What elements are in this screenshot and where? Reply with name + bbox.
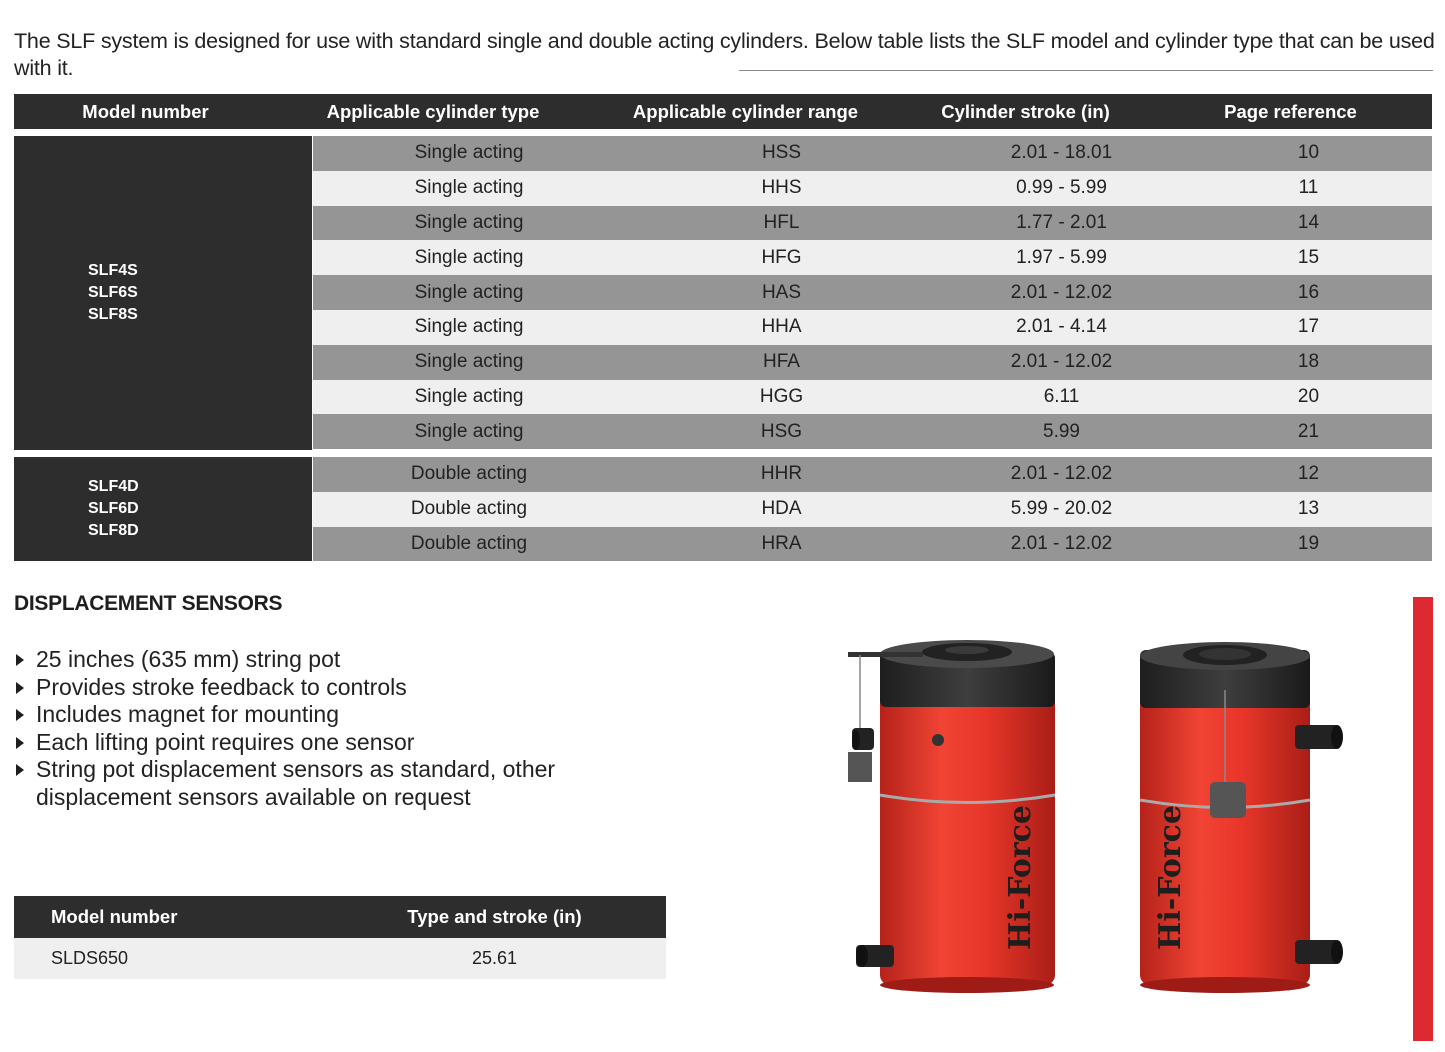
table-row	[313, 345, 1432, 380]
cell-type: Single acting	[414, 316, 524, 338]
cell-page: 18	[1297, 351, 1320, 373]
cell-stroke: 2.01 - 18.01	[1010, 142, 1113, 164]
cell-type: Single acting	[414, 420, 524, 442]
cell-page: 10	[1297, 142, 1320, 164]
cell-page: 11	[1298, 177, 1319, 199]
list-item: Provides stroke feedback to controls	[14, 674, 634, 702]
table-row	[313, 275, 1432, 310]
triangle-bullet-icon	[16, 709, 24, 721]
triangle-bullet-icon	[16, 654, 24, 666]
cell-page: 13	[1297, 498, 1320, 520]
cell-stroke: 1.97 - 5.99	[1016, 246, 1107, 268]
header-page-reference: Page reference	[1224, 100, 1357, 122]
table-row	[313, 240, 1432, 275]
cell-page: 16	[1297, 281, 1320, 303]
triangle-bullet-icon	[16, 682, 24, 694]
model-name: SLF8D	[88, 522, 139, 539]
cell-stroke: 2.01 - 4.14	[1016, 316, 1107, 338]
section-title: DISPLACEMENT SENSORS	[14, 592, 283, 615]
intro-paragraph: The SLF system is designed for use with standard single and double acting cylinders. Below table lists the SLF model and cylinder type that can be used with it.	[14, 28, 1435, 80]
cell-stroke: 25.61	[471, 948, 518, 968]
cell-page: 12	[1297, 463, 1320, 485]
header-type-stroke: Type and stroke (in)	[407, 906, 582, 927]
cell-stroke: 5.99	[1043, 420, 1080, 442]
cell-model: SLDS650	[51, 948, 129, 968]
cell-page: 21	[1297, 420, 1320, 442]
model-list	[14, 260, 138, 326]
list-item: String pot displacement sensors as standard, other displacement sensors available on request	[14, 756, 634, 811]
cell-range: HHA	[761, 316, 802, 338]
cell-page: 15	[1297, 246, 1320, 268]
table-row	[14, 938, 666, 979]
accent-bar	[1413, 597, 1433, 1041]
model-name: SLF4S	[88, 262, 138, 279]
model-name: SLF6D	[88, 500, 139, 517]
header-cylinder-type: Applicable cylinder type	[326, 100, 540, 122]
cell-stroke: 0.99 - 5.99	[1016, 177, 1107, 199]
cell-stroke: 2.01 - 12.02	[1010, 532, 1113, 554]
list-item: Each lifting point requires one sensor	[14, 729, 634, 757]
cell-range: HFL	[763, 211, 800, 233]
cell-range: HSG	[760, 420, 803, 442]
cell-type: Single acting	[414, 177, 524, 199]
table-rows	[313, 136, 1432, 449]
header-model-number: Model number	[51, 906, 178, 927]
table-row	[313, 206, 1432, 241]
cell-type: Double acting	[410, 498, 528, 520]
cell-type: Double acting	[410, 532, 528, 554]
cell-range: HRA	[761, 532, 802, 554]
table-group-double	[14, 457, 1432, 561]
cell-type: Single acting	[414, 142, 524, 164]
header-cylinder-range: Applicable cylinder range	[632, 100, 859, 122]
list-item: Includes magnet for mounting	[14, 701, 634, 729]
header-model-number: Model number	[82, 100, 209, 122]
table-group-single	[14, 136, 1432, 450]
table-row	[313, 457, 1432, 492]
table-row	[313, 136, 1432, 171]
main-table-header	[14, 94, 1432, 129]
cell-stroke: 2.01 - 12.02	[1010, 463, 1113, 485]
cylinder-right	[1140, 642, 1343, 993]
cell-range: HHS	[761, 177, 802, 199]
table-row	[313, 527, 1432, 562]
cell-page: 20	[1297, 385, 1320, 407]
cell-range: HAS	[761, 281, 802, 303]
brand-logo-text: Hi-Force	[1153, 804, 1188, 950]
cell-type: Single acting	[414, 351, 524, 373]
cell-stroke: 2.01 - 12.02	[1010, 281, 1113, 303]
table-rows	[313, 457, 1432, 561]
divider-line	[739, 70, 1433, 71]
cell-range: HHR	[760, 463, 803, 485]
cell-stroke: 2.01 - 12.02	[1010, 351, 1113, 373]
cell-range: HFA	[763, 351, 800, 373]
feature-list	[14, 646, 634, 811]
triangle-bullet-icon	[16, 737, 24, 749]
table-row	[313, 492, 1432, 527]
brand-logo-text: Hi-Force	[1003, 804, 1038, 950]
model-group-label	[14, 136, 312, 450]
cell-page: 19	[1297, 532, 1320, 554]
model-name: SLF8S	[88, 306, 138, 323]
cell-range: HSS	[761, 142, 802, 164]
cell-range: HGG	[759, 385, 804, 407]
cylinder-product-image	[840, 630, 1360, 1000]
model-group-label	[14, 457, 312, 561]
cell-stroke: 1.77 - 2.01	[1016, 211, 1107, 233]
cell-stroke: 6.11	[1043, 385, 1080, 407]
triangle-bullet-icon	[16, 764, 24, 776]
table-row	[313, 414, 1432, 449]
cell-range: HFG	[761, 246, 802, 268]
cell-page: 17	[1297, 316, 1320, 338]
list-item: 25 inches (635 mm) string pot	[14, 646, 634, 674]
cell-page: 14	[1297, 211, 1320, 233]
cylinder-left	[848, 640, 1055, 993]
model-name: SLF6S	[88, 284, 138, 301]
table-row	[313, 171, 1432, 206]
cell-type: Single acting	[414, 211, 524, 233]
table-row	[313, 310, 1432, 345]
cell-stroke: 5.99 - 20.02	[1010, 498, 1113, 520]
cell-range: HDA	[761, 498, 802, 520]
table-row	[313, 380, 1432, 415]
cell-type: Single acting	[414, 246, 524, 268]
cell-type: Single acting	[414, 281, 524, 303]
cell-type: Double acting	[410, 463, 528, 485]
cell-type: Single acting	[414, 385, 524, 407]
model-list	[14, 476, 139, 542]
sensor-table-header	[14, 896, 666, 938]
header-cylinder-stroke: Cylinder stroke (in)	[941, 100, 1110, 122]
model-name: SLF4D	[88, 478, 139, 495]
